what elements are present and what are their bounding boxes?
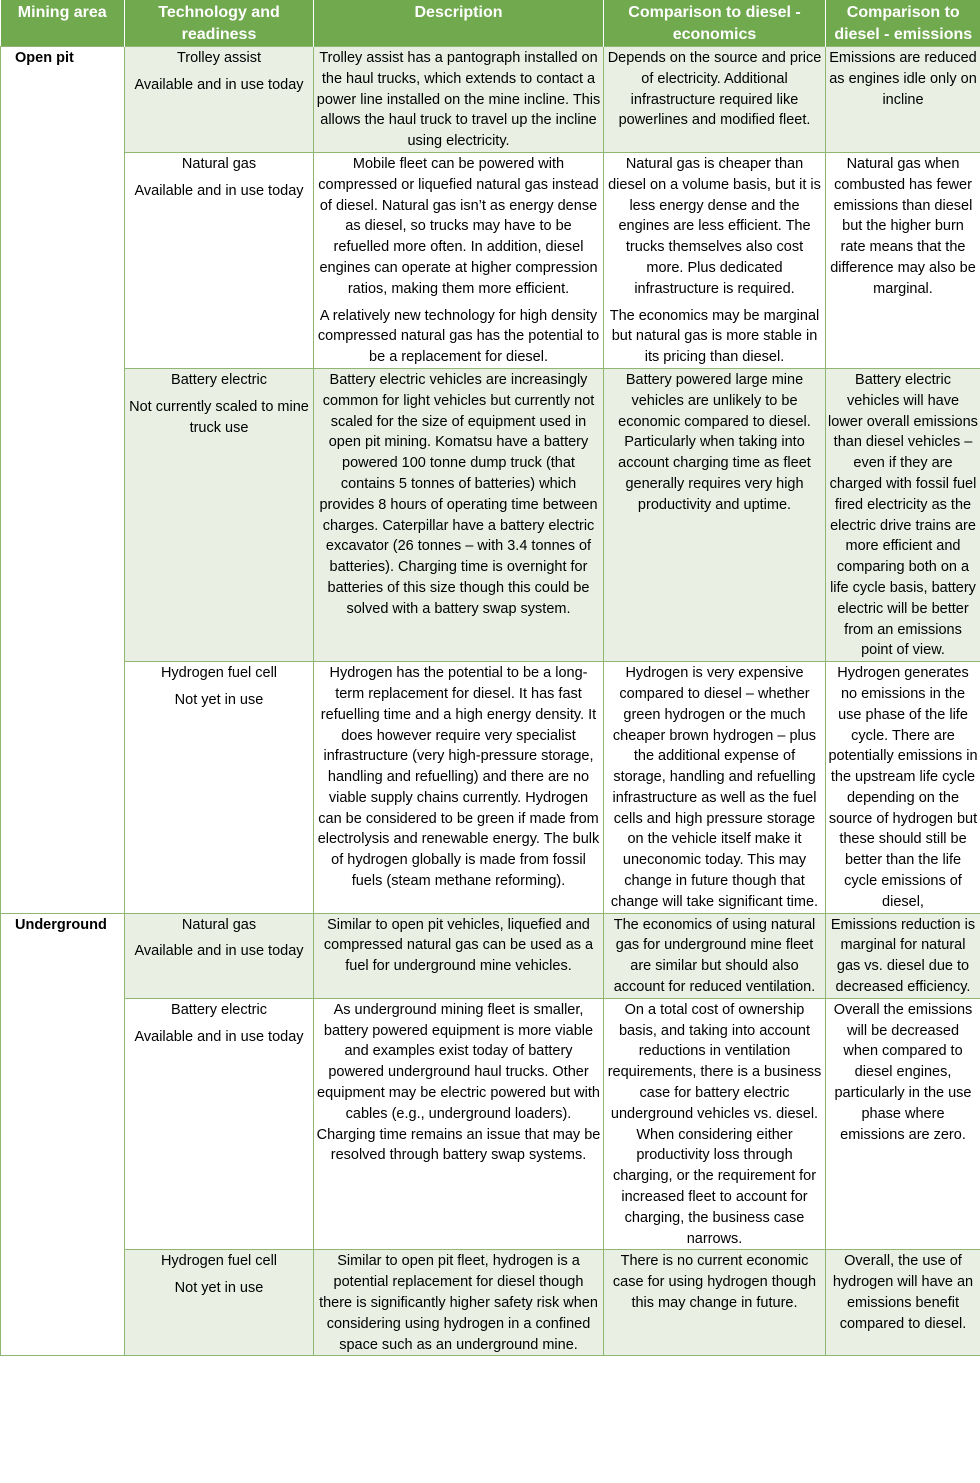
description-cell bbox=[314, 662, 604, 914]
emissions-cell bbox=[826, 662, 980, 914]
emissions-cell bbox=[826, 913, 980, 998]
technology-readiness: Not currently scaled to mine truck use bbox=[129, 398, 309, 436]
technology-cell bbox=[125, 368, 314, 661]
technology-name: Hydrogen fuel cell bbox=[160, 1253, 278, 1270]
header-row bbox=[1, 0, 980, 47]
emissions-cell bbox=[826, 368, 980, 661]
emissions-paragraph: Emissions are reduced as engines idle only on incline bbox=[829, 50, 977, 108]
technology-name: Hydrogen fuel cell bbox=[160, 665, 278, 682]
description-paragraph: Similar to open pit fleet, hydrogen is a potential replacement for diesel though there is significantly higher safety risk when considering using hydrogen in a confined space such as an underground mine. bbox=[319, 1253, 598, 1353]
mining-area-label: Open pit bbox=[15, 50, 74, 66]
table-row bbox=[1, 998, 980, 1250]
table-row bbox=[1, 662, 980, 914]
technology-readiness: Available and in use today bbox=[134, 76, 304, 93]
emissions-cell bbox=[826, 152, 980, 368]
description-paragraph: Trolley assist has a pantograph installed on the haul trucks, which extends to contact a power line installed on the mine incline. This allows the haul truck to travel up the incline using electricity. bbox=[316, 50, 601, 150]
technology-cell bbox=[125, 913, 314, 998]
emissions-paragraph: Natural gas when combusted has fewer emissions than diesel but the higher burn rate means that the difference may also be marginal. bbox=[830, 155, 976, 297]
technology-readiness: Available and in use today bbox=[134, 182, 304, 199]
economics-cell bbox=[604, 152, 826, 368]
description-paragraph: Battery electric vehicles are increasingly common for light vehicles but currently not scaled for the size of equipment used in open pit mining. Komatsu have a battery powered 100 tonne dump truck (that contains 5 tonnes of batteries) which provides 8 hours of operating time between charges. Caterpillar have a battery electric excavator (26 tonnes – with 3.4 tonnes of batteries). Charging time is overnight for batteries of this size though this could be solved with a battery swap system. bbox=[319, 371, 598, 617]
header-mining-area: Mining area bbox=[1, 0, 125, 47]
description-paragraph: Hydrogen has the potential to be a long-term replacement for diesel. It has fast refuelling time and a high energy density. It does however require very specialist infrastructure (very high-pressure storage, handling and refuelling) and there are no viable supply chains currently. Hydrogen can be considered to be green if made from electrolysis and renewable energy. The bulk of hydrogen globally is made from fossil fuels (steam methane reforming). bbox=[317, 665, 600, 890]
technology-name: Natural gas bbox=[181, 155, 257, 172]
emissions-paragraph: Battery electric vehicles will have lower overall emissions than diesel vehicles – even if they are charged with fossil fuel fired electricity as the electric drive trains are more efficient and comparing both on a life cycle basis, battery electric will be better from an emissions point of view. bbox=[828, 371, 978, 659]
economics-cell bbox=[604, 47, 826, 153]
economics-paragraph: Depends on the source and price of electricity. Additional infrastructure required like powerlines and modified fleet. bbox=[607, 50, 822, 129]
emissions-cell bbox=[826, 1250, 980, 1356]
technology-readiness: Available and in use today bbox=[134, 943, 304, 960]
description-cell bbox=[314, 913, 604, 998]
header-emissions: Comparison to diesel - emissions bbox=[826, 0, 980, 47]
technology-name: Natural gas bbox=[181, 916, 257, 933]
description-paragraph: Similar to open pit vehicles, liquefied and compressed natural gas can be used as a fuel for underground mine vehicles. bbox=[323, 916, 594, 975]
emissions-cell bbox=[826, 998, 980, 1250]
table-row bbox=[1, 1250, 980, 1356]
description-cell bbox=[314, 368, 604, 661]
emissions-paragraph: Hydrogen generates no emissions in the use phase of the life cycle. There are potentially emissions in the upstream life cycle depending on the source of hydrogen but these should still be better than the life cycle emissions of diesel, bbox=[828, 665, 978, 910]
technology-name: Battery electric bbox=[171, 1001, 267, 1018]
mining-area-label: Underground bbox=[15, 916, 107, 933]
technology-cell bbox=[125, 1250, 314, 1356]
description-paragraph: Mobile fleet can be powered with compressed or liquefied natural gas instead of diesel. Natural gas isn’t as energy dense as diesel, so trucks may have to be refuelled more often. In addition, diesel engines can operate at higher compression ratios, making them more efficient. bbox=[318, 155, 599, 297]
economics-paragraph: There is no current economic case for using hydrogen though this may change in future. bbox=[612, 1253, 817, 1312]
technology-name: Trolley assist bbox=[176, 50, 262, 66]
description-paragraph: A relatively new technology for high density compressed natural gas has the potential to be a replacement for diesel. bbox=[317, 307, 600, 366]
economics-paragraph: Natural gas is cheaper than diesel on a volume basis, but it is less energy dense and the engines are less efficient. The trucks themselves also cost more. Plus dedicated infrastructure is required. bbox=[608, 155, 821, 297]
economics-cell bbox=[604, 998, 826, 1250]
description-cell bbox=[314, 152, 604, 368]
description-cell bbox=[314, 998, 604, 1250]
header-description: Description bbox=[314, 0, 604, 47]
economics-paragraph: Hydrogen is very expensive compared to diesel – whether green hydrogen or the much cheaper brown hydrogen – plus the additional expense of storage, handling and refuelling infrastructure as well as the fuel cells and high pressure storage on the vehicle itself make it uneconomic today. This may change in future though that change will take significant time. bbox=[610, 665, 819, 910]
emissions-paragraph: Overall the emissions will be decreased when compared to diesel engines, particularly in the use phase where emissions are zero. bbox=[833, 1001, 973, 1143]
table-body bbox=[1, 47, 980, 1356]
economics-paragraph: The economics of using natural gas for underground mine fleet are similar but should also account for reduced ventilation. bbox=[613, 916, 816, 996]
description-paragraph: As underground mining fleet is smaller, battery powered equipment is more viable and examples exist today of battery powered underground haul trucks. Other equipment may be electric powered but with cables (e.g., underground loaders). Charging time remains an issue that may be resolved through battery swap systems. bbox=[316, 1001, 601, 1164]
economics-cell bbox=[604, 1250, 826, 1356]
economics-paragraph: On a total cost of ownership basis, and taking into account reductions in ventilation requirements, there is a business case for battery electric underground vehicles vs. diesel. When considering either productivity loss through charging, or the requirement for increased fleet to account for charging, the business case narrows. bbox=[607, 1001, 822, 1247]
technology-cell bbox=[125, 152, 314, 368]
technology-readiness: Not yet in use bbox=[174, 691, 264, 708]
economics-paragraph: Battery powered large mine vehicles are unlikely to be economic compared to diesel. Particularly when taking into account charging time as fleet generally requires very high productivity and uptime. bbox=[618, 371, 811, 513]
table-row bbox=[1, 913, 980, 998]
technology-cell bbox=[125, 47, 314, 153]
table-row bbox=[1, 47, 980, 153]
technology-name: Battery electric bbox=[171, 371, 267, 388]
economics-cell bbox=[604, 913, 826, 998]
emissions-paragraph: Overall, the use of hydrogen will have an emissions benefit compared to diesel. bbox=[832, 1253, 974, 1332]
mining-area-cell bbox=[1, 913, 125, 1356]
header-economics: Comparison to diesel - economics bbox=[604, 0, 826, 47]
table-row bbox=[1, 152, 980, 368]
emissions-paragraph: Emissions reduction is marginal for natural gas vs. diesel due to decreased efficiency. bbox=[830, 916, 976, 996]
economics-cell bbox=[604, 662, 826, 914]
economics-cell bbox=[604, 368, 826, 661]
description-cell bbox=[314, 47, 604, 153]
technology-readiness: Not yet in use bbox=[174, 1280, 264, 1297]
emissions-cell bbox=[826, 47, 980, 153]
header-technology: Technology and readiness bbox=[125, 0, 314, 47]
technology-cell bbox=[125, 998, 314, 1250]
economics-paragraph: The economics may be marginal but natural gas is more stable in its pricing than diesel. bbox=[609, 307, 820, 366]
mining-area-cell bbox=[1, 47, 125, 914]
description-cell bbox=[314, 1250, 604, 1356]
technology-cell bbox=[125, 662, 314, 914]
table-row bbox=[1, 368, 980, 661]
technology-readiness: Available and in use today bbox=[134, 1028, 304, 1045]
